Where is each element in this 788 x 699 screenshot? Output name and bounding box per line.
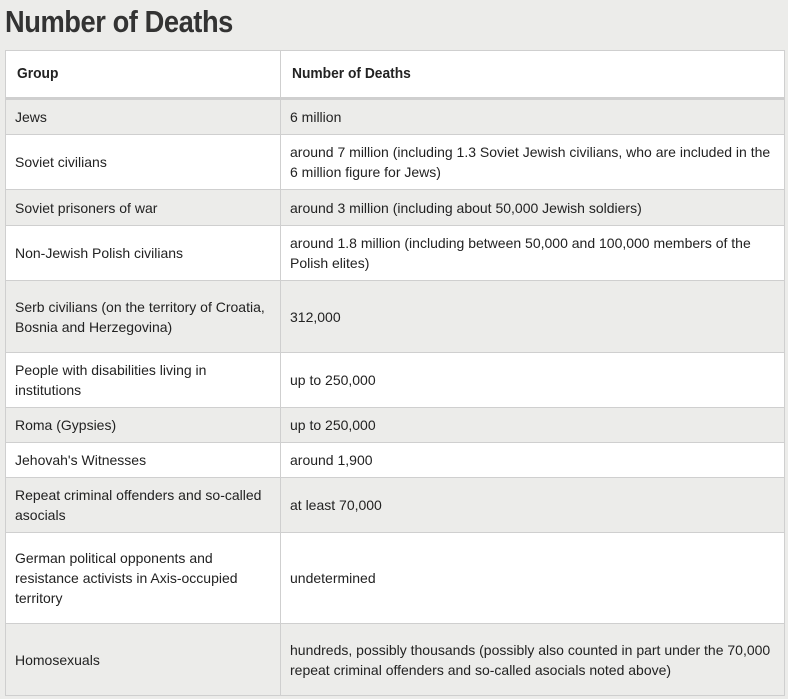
table-row xyxy=(6,135,785,190)
deaths-cell: up to 250,000 xyxy=(281,353,785,408)
deaths-cell: around 7 million (including 1.3 Soviet Jewish civilians, who are included in the 6 million figure for Jews) xyxy=(281,135,785,190)
table-row xyxy=(6,408,785,443)
deaths-cell: at least 70,000 xyxy=(281,478,785,533)
table-header-row xyxy=(6,51,785,99)
group-cell: Soviet prisoners of war xyxy=(6,190,281,226)
table-row xyxy=(6,478,785,533)
group-cell: Repeat criminal offenders and so-called asocials xyxy=(6,478,281,533)
deaths-cell: 6 million xyxy=(281,99,785,135)
deaths-cell: around 1.8 million (including between 50,000 and 100,000 members of the Polish elites) xyxy=(281,226,785,281)
column-header-deaths: Number of Deaths xyxy=(281,51,785,99)
group-cell: Serb civilians (on the territory of Croatia, Bosnia and Herzegovina) xyxy=(6,281,281,353)
column-header-group: Group xyxy=(6,51,281,99)
group-cell: Non-Jewish Polish civilians xyxy=(6,226,281,281)
table-row xyxy=(6,533,785,624)
deaths-cell: up to 250,000 xyxy=(281,408,785,443)
deaths-cell: around 3 million (including about 50,000 Jewish soldiers) xyxy=(281,190,785,226)
table-row xyxy=(6,190,785,226)
group-cell: Roma (Gypsies) xyxy=(6,408,281,443)
table-row xyxy=(6,353,785,408)
deaths-cell: hundreds, possibly thousands (possibly also counted in part under the 70,000 repeat criminal offenders and so-called asocials noted above) xyxy=(281,624,785,696)
deaths-cell: undetermined xyxy=(281,533,785,624)
deaths-cell: around 1,900 xyxy=(281,443,785,478)
table-row xyxy=(6,281,785,353)
group-cell: German political opponents and resistance activists in Axis-occupied territory xyxy=(6,533,281,624)
page-title: Number of Deaths xyxy=(5,4,233,39)
table-row xyxy=(6,443,785,478)
group-cell: Soviet civilians xyxy=(6,135,281,190)
deaths-cell: 312,000 xyxy=(281,281,785,353)
group-cell: People with disabilities living in institutions xyxy=(6,353,281,408)
deaths-table xyxy=(5,50,785,696)
table-row xyxy=(6,226,785,281)
table-row xyxy=(6,99,785,135)
group-cell: Jews xyxy=(6,99,281,135)
group-cell: Jehovah's Witnesses xyxy=(6,443,281,478)
table-row xyxy=(6,624,785,696)
group-cell: Homosexuals xyxy=(6,624,281,696)
